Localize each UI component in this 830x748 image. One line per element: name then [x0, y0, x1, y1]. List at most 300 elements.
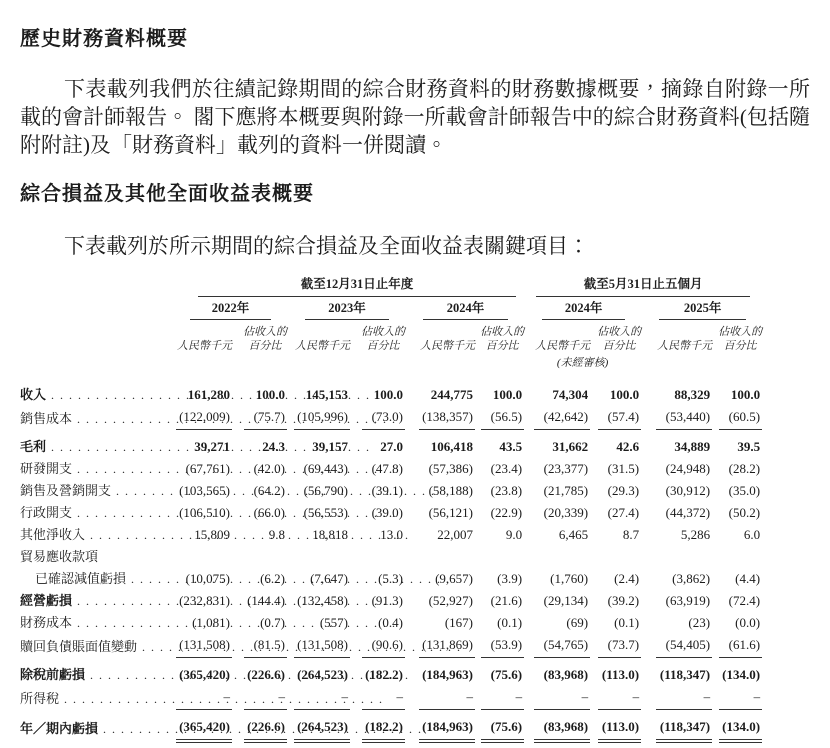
table-row: [20, 546, 762, 568]
cell-value: (50.2): [728, 505, 761, 520]
percent-cell: [475, 480, 524, 502]
cell-value: (61.6): [719, 634, 762, 658]
amount-cell: [524, 546, 590, 568]
cell-value: (29.3): [607, 483, 640, 498]
cell-value: (167): [444, 615, 473, 630]
cell-value: 6.0: [743, 527, 761, 542]
row-label-cell: [20, 710, 172, 748]
amount-cell: [524, 458, 590, 480]
cell-value: (105,996): [294, 406, 350, 430]
cell-value: (103,565): [179, 483, 230, 498]
table-row: [20, 458, 762, 480]
amount-cell: [524, 612, 590, 634]
subheader-row: [20, 320, 762, 353]
amount-cell: [405, 458, 475, 480]
cell-value: (557): [319, 615, 348, 630]
cell-value: (54,405): [656, 634, 712, 658]
year-label: 2024年: [423, 297, 508, 320]
amount-cell: [287, 524, 350, 546]
amount-cell: [172, 524, 232, 546]
cell-value: (3.9): [497, 571, 523, 586]
amount-cell: [524, 634, 590, 658]
cell-value: (39.1): [371, 483, 403, 498]
percent-cell: [712, 612, 762, 634]
amount-cell: [172, 384, 232, 406]
amount-cell: [524, 384, 590, 406]
cell-value: (90.6): [362, 634, 405, 658]
amount-cell: [641, 524, 712, 546]
percent-cell: [475, 524, 524, 546]
amount-cell: [524, 480, 590, 502]
amount-cell: [287, 430, 350, 458]
unaudited-note: (未經審核): [556, 357, 609, 369]
percent-cell: [712, 710, 762, 748]
amount-cell: [524, 590, 590, 612]
cell-value: (75.6): [481, 716, 524, 740]
row-label-cell: [20, 658, 172, 686]
row-label: 銷售成本: [20, 411, 73, 426]
row-label: 已確認減值虧損: [35, 571, 127, 586]
amount-cell: [641, 546, 712, 568]
cell-value: (24,948): [665, 461, 711, 476]
cell-value: (22.9): [490, 505, 523, 520]
percent-cell: [475, 710, 524, 748]
cell-value: (91.3): [371, 593, 403, 608]
percent-cell: [712, 634, 762, 658]
period-group-title: 截至5月31日止五個月: [536, 276, 750, 297]
row-label-cell: [20, 384, 172, 406]
percent-cell: [232, 546, 287, 568]
cell-value: 145,153: [305, 387, 348, 402]
cell-value: (0.1): [614, 615, 640, 630]
row-label: 行政開支: [20, 505, 73, 520]
percent-header: 佔收入的 百分比: [243, 326, 287, 352]
year-label: 2024年: [542, 297, 625, 320]
amount-cell: [287, 658, 350, 686]
percent-header: 佔收入的 百分比: [361, 326, 405, 352]
cell-value: (64.2): [253, 483, 285, 498]
cell-value: (365,420): [176, 716, 232, 740]
percent-cell: [590, 568, 641, 590]
cell-value: (0.1): [497, 615, 523, 630]
cell-value: 42.6: [616, 439, 640, 454]
cell-value: (30,912): [665, 483, 711, 498]
year-row: [20, 297, 762, 320]
unit-header: 人民幣千元: [657, 340, 713, 352]
cell-value: (27.4): [607, 505, 640, 520]
row-label: 年／期內虧損: [20, 721, 99, 736]
table-row: [20, 502, 762, 524]
cell-value: (144.4): [247, 593, 285, 608]
amount-cell: [172, 502, 232, 524]
period-group-annual: [172, 276, 524, 297]
year-label: 2022年: [190, 297, 271, 320]
table-row: [20, 568, 762, 590]
cell-value: 106,418: [430, 439, 473, 454]
percent-cell: [590, 658, 641, 686]
amount-cell: [287, 612, 350, 634]
table-row: [20, 658, 762, 686]
percent-cell: [590, 502, 641, 524]
cell-value: (57,386): [428, 461, 473, 476]
cell-value: (29,134): [543, 593, 589, 608]
amount-cell: [524, 406, 590, 430]
cell-value: (0.4): [378, 615, 403, 630]
amount-cell: [172, 568, 232, 590]
cell-value: (1,760): [550, 571, 589, 586]
cell-value: (0.0): [735, 615, 761, 630]
cell-value: –: [598, 686, 641, 710]
percent-cell: [712, 458, 762, 480]
amount-cell: [524, 710, 590, 748]
cell-value: 13.0: [380, 527, 403, 542]
cell-value: (75.7): [244, 406, 287, 430]
amount-cell: [641, 502, 712, 524]
percent-cell: [475, 406, 524, 430]
cell-value: (0.7): [260, 615, 285, 630]
row-label: 收入: [20, 387, 47, 402]
table-row: [20, 612, 762, 634]
percent-cell: [590, 634, 641, 658]
amount-cell: [641, 406, 712, 430]
amount-cell: [641, 384, 712, 406]
percent-cell: [475, 612, 524, 634]
cell-value: (182.2): [362, 716, 405, 740]
percent-cell: [475, 430, 524, 458]
cell-value: 8.7: [622, 527, 640, 542]
row-label-cell: [20, 524, 172, 546]
amount-cell: [172, 430, 232, 458]
amount-cell: [405, 384, 475, 406]
percent-cell: [590, 686, 641, 710]
cell-value: 100.0: [609, 387, 640, 402]
amount-cell: [287, 710, 350, 748]
table-row: [20, 686, 762, 710]
percent-cell: [712, 590, 762, 612]
amount-cell: [287, 406, 350, 430]
cell-value: (56,553): [303, 505, 348, 520]
cell-value: (132,458): [297, 593, 348, 608]
cell-value: (69,443): [303, 461, 348, 476]
percent-header: 佔收入的 百分比: [597, 326, 642, 352]
period-group-row: [20, 276, 762, 297]
percent-cell: [475, 634, 524, 658]
amount-cell: [287, 634, 350, 658]
unit-header: 人民幣千元: [295, 340, 350, 352]
cell-value: 9.0: [505, 527, 523, 542]
spacer-cell: [20, 297, 172, 320]
cell-value: (39.0): [371, 505, 403, 520]
amount-cell: [641, 658, 712, 686]
row-label-cell: [20, 502, 172, 524]
cell-value: (138,357): [419, 406, 475, 430]
unaudited-note-row: [20, 353, 762, 384]
year-column-2022: [172, 297, 287, 320]
amount-cell: [405, 502, 475, 524]
cell-value: 88,329: [674, 387, 711, 402]
cell-value: (2.4): [614, 571, 640, 586]
amount-cell: [172, 658, 232, 686]
cell-value: 5,286: [680, 527, 711, 542]
cell-value: (69): [566, 615, 589, 630]
percent-cell: [475, 590, 524, 612]
cell-value: 22,007: [437, 527, 473, 542]
cell-value: (83,968): [543, 667, 589, 682]
table-row: [20, 406, 762, 430]
row-label-cell: [20, 430, 172, 458]
cell-value: –: [534, 686, 590, 710]
cell-value: (58,188): [428, 483, 473, 498]
cell-value: (73.0): [362, 406, 405, 430]
row-label: 其他淨收入: [20, 527, 86, 542]
row-label-cell: [20, 406, 172, 430]
amount-cell: [641, 458, 712, 480]
cell-value: (5.3): [378, 571, 403, 586]
spacer-cell: [20, 353, 524, 384]
amount-cell: [172, 480, 232, 502]
amount-cell: [405, 430, 475, 458]
cell-value: (53,440): [656, 406, 712, 430]
year-column-2024: [405, 297, 524, 320]
amount-cell: [641, 634, 712, 658]
cell-value: 161,280: [187, 387, 230, 402]
cell-value: (113.0): [601, 667, 640, 682]
cell-value: (53.9): [481, 634, 524, 658]
amount-cell: [172, 458, 232, 480]
row-label: 毛利: [20, 439, 47, 454]
percent-cell: [590, 430, 641, 458]
cell-value: (42,642): [534, 406, 590, 430]
cell-value: (83,968): [534, 716, 590, 740]
row-label: 貿易應收款項: [20, 549, 99, 564]
percent-header: 佔收入的 百分比: [480, 326, 525, 352]
amount-cell: [287, 590, 350, 612]
table-row: [20, 430, 762, 458]
row-label: 財務成本: [20, 615, 73, 630]
amount-cell: [641, 568, 712, 590]
cell-value: (66.0): [253, 505, 285, 520]
cell-value: (42.0): [253, 461, 285, 476]
cell-value: (20,339): [543, 505, 589, 520]
percent-cell: [475, 458, 524, 480]
amount-cell: [524, 658, 590, 686]
amount-cell: [524, 430, 590, 458]
percent-cell: [590, 406, 641, 430]
cell-value: 39.5: [737, 439, 761, 454]
percent-cell: [475, 568, 524, 590]
cell-value: (35.0): [728, 483, 761, 498]
percent-cell: [475, 686, 524, 710]
cell-value: 100.0: [730, 387, 761, 402]
cell-value: 9.8: [268, 527, 285, 542]
row-label-cell: [20, 480, 172, 502]
percent-cell: [712, 430, 762, 458]
cell-value: (131,869): [419, 634, 475, 658]
amount-cell: [172, 612, 232, 634]
amount-cell: [405, 524, 475, 546]
cell-value: (23.8): [490, 483, 523, 498]
row-label-cell: [20, 634, 172, 658]
amount-cell: [172, 710, 232, 748]
amount-cell: [405, 612, 475, 634]
row-label-cell: [20, 612, 172, 634]
amount-cell: [287, 568, 350, 590]
row-label: 研發開支: [20, 461, 73, 476]
financial-summary-table: [20, 276, 762, 748]
cell-value: (131,508): [294, 634, 350, 658]
percent-cell: [475, 546, 524, 568]
amount-cell: [405, 658, 475, 686]
percent-cell: [712, 686, 762, 710]
cell-value: –: [481, 686, 524, 710]
page-title: 歷史財務資料概要: [20, 28, 188, 50]
amount-cell: [405, 590, 475, 612]
cell-value: 18,818: [312, 527, 348, 542]
cell-value: (21,785): [543, 483, 589, 498]
percent-cell: [712, 546, 762, 568]
row-label-cell: [20, 546, 172, 568]
cell-value: (39.2): [607, 593, 640, 608]
spacer-cell: [20, 320, 172, 353]
amount-cell: [287, 480, 350, 502]
amount-cell: [405, 686, 475, 710]
cell-value: (365,420): [179, 667, 230, 682]
cell-value: 27.0: [380, 439, 403, 454]
table-row: [20, 384, 762, 406]
cell-value: –: [419, 686, 475, 710]
percent-cell: [712, 568, 762, 590]
row-label-cell: [20, 458, 172, 480]
percent-cell: [712, 384, 762, 406]
income-statement-body: [20, 384, 762, 748]
section-heading: 綜合損益及其他全面收益表概要: [20, 183, 314, 205]
percent-cell: [350, 546, 405, 568]
cell-value: (54,765): [534, 634, 590, 658]
percent-cell: [590, 384, 641, 406]
table-row: [20, 710, 762, 748]
table-lead-paragraph: 下表載列於所示期間的綜合損益及全面收益表關鍵項目：: [64, 234, 589, 258]
row-label-cell: [20, 568, 172, 590]
amount-cell: [641, 430, 712, 458]
cell-value: (52,927): [428, 593, 473, 608]
cell-value: (264,523): [294, 716, 350, 740]
percent-cell: [590, 458, 641, 480]
percent-header: 佔收入的 百分比: [718, 326, 763, 352]
cell-value: (28.2): [728, 461, 761, 476]
cell-value: (23): [688, 615, 711, 630]
amount-cell: [172, 634, 232, 658]
amount-cell: [641, 590, 712, 612]
row-label-cell: [20, 590, 172, 612]
cell-value: (56.5): [481, 406, 524, 430]
amount-cell: [641, 686, 712, 710]
percent-cell: [475, 384, 524, 406]
percent-cell: [590, 590, 641, 612]
cell-value: (226.6): [247, 667, 285, 682]
unit-header: 人民幣千元: [420, 340, 475, 352]
cell-value: (182.2): [365, 667, 403, 682]
cell-value: (134.0): [722, 667, 761, 682]
cell-value: (122,009): [176, 406, 232, 430]
year-label: 2023年: [305, 297, 389, 320]
unit-header: 人民幣千元: [535, 340, 591, 352]
cell-value: (73.7): [598, 634, 641, 658]
unit-header: 人民幣千元: [177, 340, 232, 352]
cell-value: (72.4): [728, 593, 761, 608]
amount-cell: [172, 590, 232, 612]
spacer-cell: [20, 276, 172, 297]
percent-cell: [590, 480, 641, 502]
cell-value: –: [362, 686, 405, 710]
cell-value: (56,121): [428, 505, 473, 520]
table-row: [20, 480, 762, 502]
cell-value: (9,657): [435, 571, 473, 586]
cell-value: (134.0): [719, 716, 762, 740]
cell-value: (118,347): [656, 716, 712, 740]
cell-value: (1,081): [192, 615, 230, 630]
cell-value: (232,831): [179, 593, 230, 608]
table-row: [20, 634, 762, 658]
cell-value: (57.4): [598, 406, 641, 430]
amount-cell: [641, 612, 712, 634]
amount-cell: [287, 384, 350, 406]
cell-value: (3,862): [672, 571, 711, 586]
cell-value: 100.0: [373, 387, 403, 402]
percent-cell: [590, 546, 641, 568]
cell-value: (31.5): [607, 461, 640, 476]
percent-cell: [475, 502, 524, 524]
amount-cell: [405, 546, 475, 568]
cell-value: 74,304: [552, 387, 589, 402]
amount-cell: [172, 406, 232, 430]
percent-cell: [590, 524, 641, 546]
cell-value: 39,271: [194, 439, 230, 454]
amount-cell: [287, 546, 350, 568]
row-label-cell: [20, 686, 172, 710]
cell-value: –: [294, 686, 350, 710]
cell-value: 244,775: [430, 387, 473, 402]
percent-cell: [712, 524, 762, 546]
amount-cell: [641, 710, 712, 748]
cell-value: (75.6): [490, 667, 523, 682]
row-label: 贖回負債賬面值變動: [20, 639, 138, 654]
amount-cell: [524, 568, 590, 590]
cell-value: 15,809: [194, 527, 230, 542]
cell-value: (47.8): [371, 461, 403, 476]
cell-value: (113.0): [598, 716, 641, 740]
cell-value: 31,662: [552, 439, 589, 454]
cell-value: (23,377): [543, 461, 589, 476]
table-row: [20, 590, 762, 612]
percent-cell: [712, 480, 762, 502]
cell-value: –: [244, 686, 287, 710]
amount-cell: [172, 546, 232, 568]
cell-value: (118,347): [659, 667, 711, 682]
amount-cell: [287, 686, 350, 710]
percent-cell: [712, 406, 762, 430]
cell-value: (44,372): [665, 505, 711, 520]
amount-cell: [641, 480, 712, 502]
cell-value: (10,075): [185, 571, 230, 586]
cell-value: (226.6): [244, 716, 287, 740]
cell-value: 24.3: [262, 439, 285, 454]
year-column-2025: [641, 297, 762, 320]
period-group-five-months: [524, 276, 762, 297]
year-label: 2025年: [659, 297, 746, 320]
cell-value: 6,465: [558, 527, 589, 542]
cell-value: (63,919): [665, 593, 711, 608]
cell-value: –: [656, 686, 712, 710]
